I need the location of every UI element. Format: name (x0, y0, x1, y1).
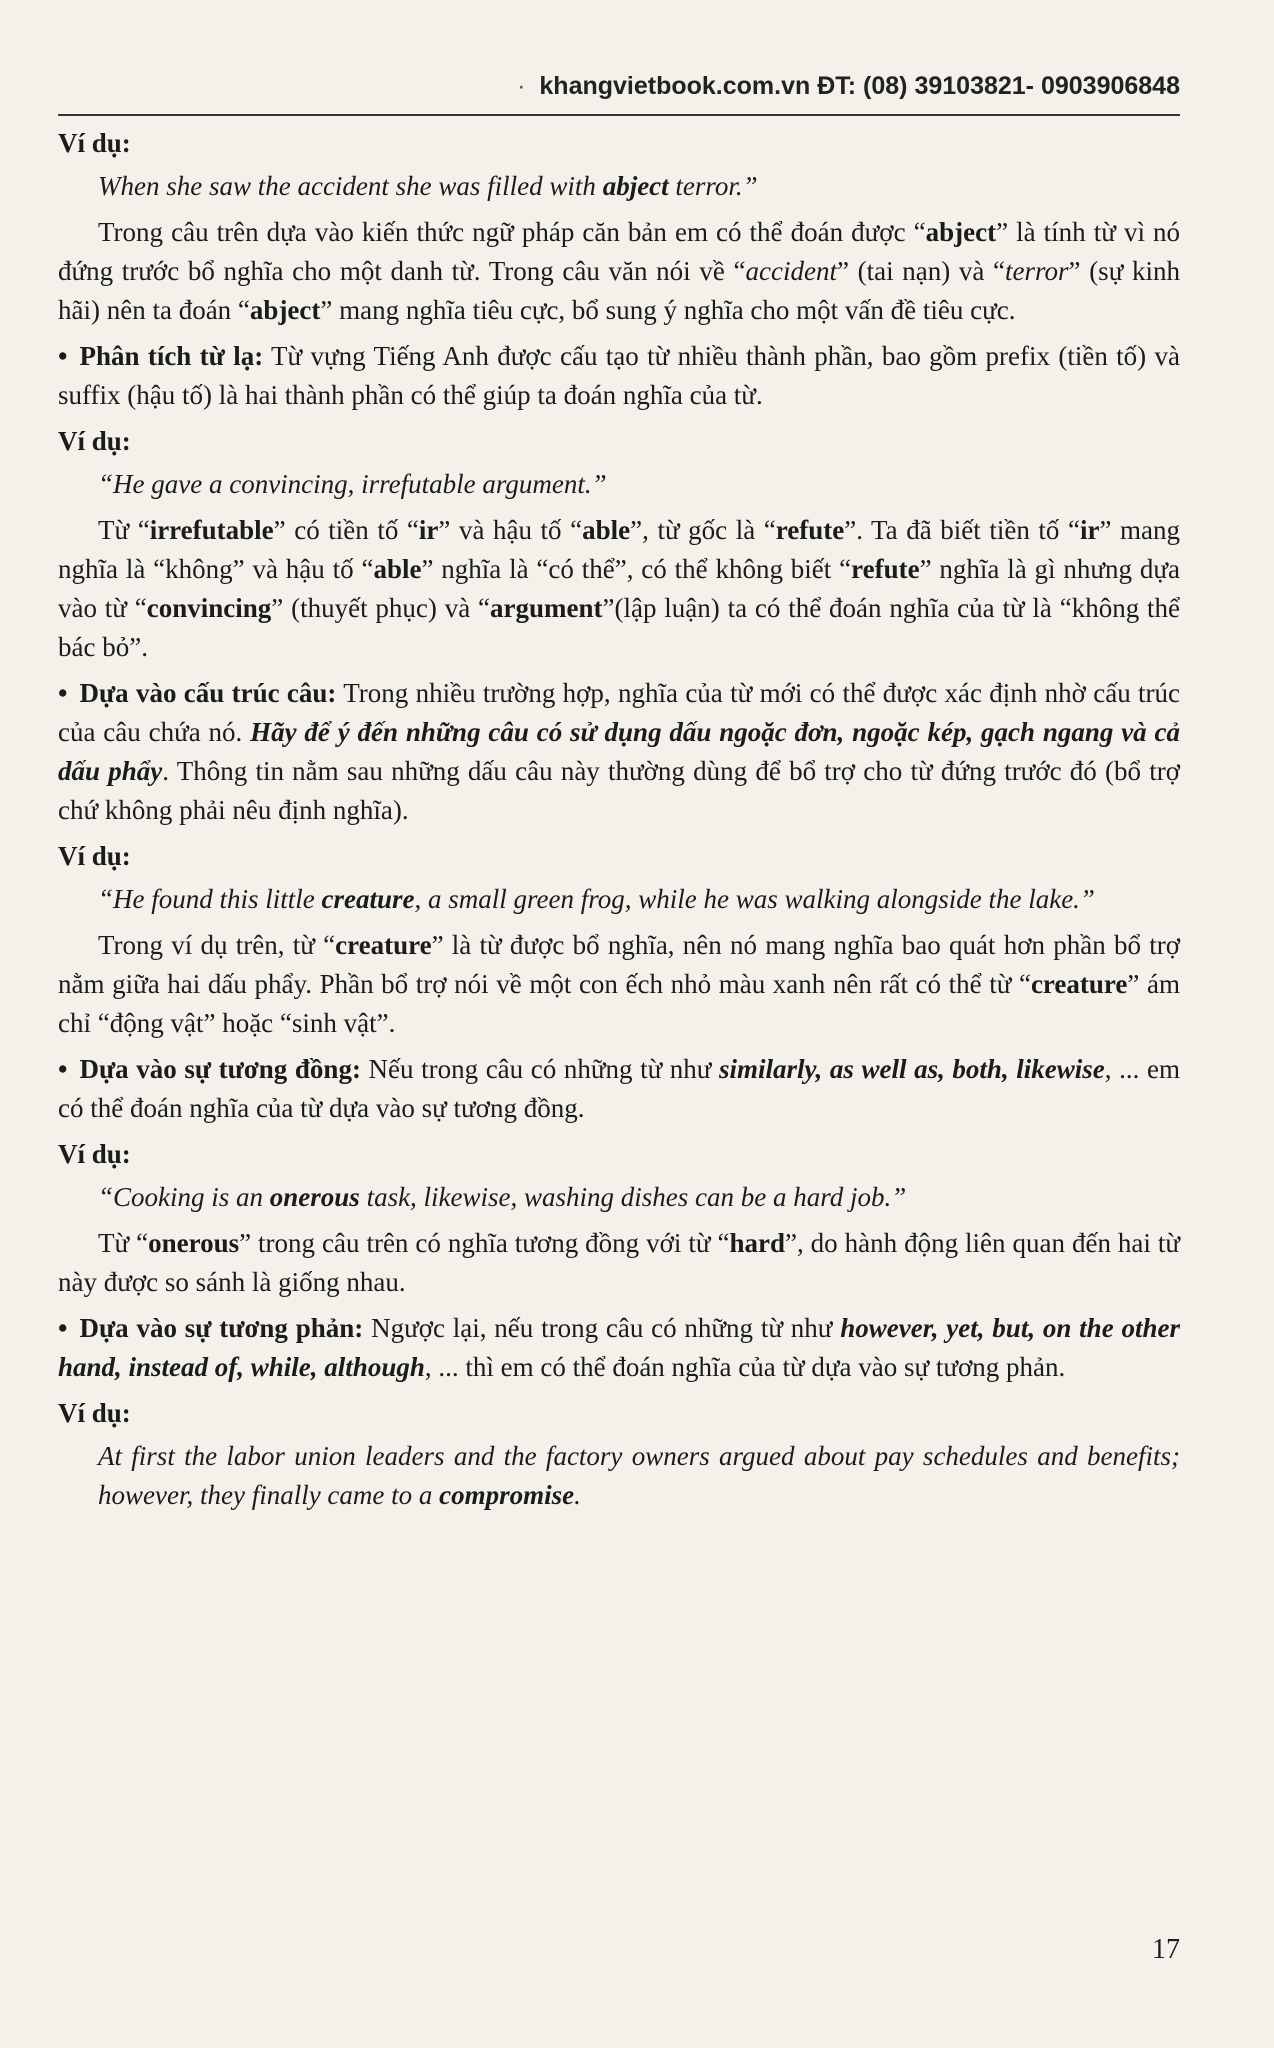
example-label: Ví dụ: (58, 841, 131, 871)
text-run: Trong câu trên dựa vào kiến thức ngữ pháp căn bản em có thể đoán được “ (98, 217, 926, 247)
text-run: ” là từ được bổ nghĩa, nên nó mang nghĩa bao quát hơn phần bổ trợ nằm giữa hai dấu phẩy. Phần bổ trợ nói về một con ếch nhỏ màu xanh nên rất có thể từ “ (58, 930, 1180, 999)
document-page (58, 62, 1180, 2022)
keyword: hard (729, 1228, 785, 1258)
text-run: Trong ví dụ trên, từ “ (98, 930, 336, 960)
bullet-icon: • (58, 1054, 68, 1084)
explanation-paragraph (58, 511, 1180, 667)
keyword: irrefutable (149, 515, 274, 545)
text-run: ”. Ta đã biết tiền tố “ (844, 515, 1080, 545)
bullet-title: Dựa vào sự tương đồng: (79, 1054, 361, 1084)
keyword: ir (418, 515, 439, 545)
text-run: ” ám chỉ “động vật” hoặc “sinh vật”. (58, 969, 1180, 1038)
keyword: refute (775, 515, 845, 545)
example-text: When she saw the accident she was filled with (98, 171, 603, 201)
example-label: Ví dụ: (58, 1139, 131, 1169)
bullet-text: Từ vựng Tiếng Anh được cấu tạo từ nhiều thành phần, bao gồm prefix (tiền tố) và suffix (hậu tố) là hai thành phần có thể giúp ta đoán nghĩa của từ. (58, 341, 1180, 410)
example-keyword: creature (321, 884, 415, 914)
bullet-text: , ... em có thể đoán nghĩa của từ dựa vào sự tương đồng. (58, 1054, 1180, 1123)
header-website-phone: khangvietbook.com.vn ĐT: (08) 39103821- 0903906848 (539, 72, 1180, 100)
explanation-paragraph (58, 213, 1180, 330)
explanation-paragraph (58, 926, 1180, 1043)
example-sentence (58, 880, 1180, 919)
text-run: ” nghĩa là “có thể”, có thể không biết “ (421, 554, 852, 584)
text-run: ”, do hành động liên quan đến hai từ này được so sánh là giống nhau. (58, 1228, 1180, 1297)
keyword: creature (1030, 969, 1128, 999)
text-run: ” trong câu trên có nghĩa tương đồng với từ “ (239, 1228, 730, 1258)
text-run: ”, từ gốc là “ (630, 515, 776, 545)
bullet-item-similarity (58, 1050, 1180, 1128)
header-contact (517, 72, 1180, 101)
text-run: ” (tai nạn) và “ (836, 256, 1006, 286)
example-sentence (58, 167, 1180, 206)
text-run: ” và hậu tố “ (438, 515, 583, 545)
example-text: , a small green frog, while he was walking alongside the lake.” (414, 884, 1095, 914)
keyword: refute (851, 554, 920, 584)
keyword: able (373, 554, 422, 584)
bullet-text: Nếu trong câu có những từ như (360, 1054, 720, 1084)
bullet-icon: • (58, 1313, 68, 1343)
example-label: Ví dụ: (58, 1398, 131, 1428)
example-text: terror.” (668, 171, 758, 201)
text-run: ” (thuyết phục) và “ (271, 593, 491, 623)
example-sentence: “He gave a convincing, irrefutable argument.” (98, 469, 607, 499)
example-text: “Cooking is an (98, 1182, 270, 1212)
bullet-emphasis: however, yet, but, on the other hand, instead of, while, although (58, 1313, 1180, 1382)
keyword: ir (1079, 515, 1100, 545)
bullet-title: Dựa vào cấu trúc câu: (79, 678, 337, 708)
bullet-emphasis: similarly, as well as, both, likewise (719, 1054, 1105, 1084)
example-text: . (574, 1480, 581, 1510)
example-text: “He found this little (98, 884, 322, 914)
keyword: onerous (148, 1228, 240, 1258)
page-number: 17 (1152, 1934, 1180, 1965)
keyword: convincing (146, 593, 272, 623)
keyword: abject (249, 295, 321, 325)
text-run: ” nghĩa là gì nhưng dựa vào từ “ (58, 554, 1180, 623)
bullet-text: . Thông tin nằm sau những dấu câu này thường dùng để bổ trợ cho từ đứng trước đó (bổ trợ chứ không phải nêu định nghĩa). (58, 756, 1180, 825)
header-dot: · (517, 72, 526, 100)
page-header (58, 68, 1180, 116)
example-sentence (58, 1437, 1180, 1515)
text-run: Từ “ (98, 1228, 149, 1258)
example-keyword: onerous (269, 1182, 360, 1212)
text-run: ” (sự kinh hãi) nên ta đoán “ (58, 256, 1180, 325)
bullet-item-sentence-structure (58, 674, 1180, 830)
example-sentence (58, 1178, 1180, 1217)
text-run: ” là tính từ vì nó đứng trước bổ nghĩa cho một danh từ. Trong câu văn nói về “ (58, 217, 1181, 286)
bullet-text: , ... thì em có thể đoán nghĩa của từ dựa vào sự tương phản. (424, 1352, 1066, 1382)
text-run: ” mang nghĩa tiêu cực, bổ sung ý nghĩa cho một vấn đề tiêu cực. (320, 295, 1016, 325)
text-run: Từ “ (98, 515, 150, 545)
bullet-item-word-analysis (58, 337, 1180, 415)
bullet-text: Trong nhiều trường hợp, nghĩa của từ mới có thể được xác định nhờ cấu trúc của câu chứa nó. (58, 678, 1180, 747)
bullet-title: Phân tích từ lạ: (79, 341, 264, 371)
bullet-icon: • (58, 341, 68, 371)
bullet-title: Dựa vào sự tương phản: (79, 1313, 364, 1343)
bullet-text: Ngược lại, nếu trong câu có những từ như (363, 1313, 841, 1343)
bullet-emphasis: Hãy để ý đến những câu có sử dụng dấu ngoặc đơn, ngoặc kép, gạch ngang và cả dấu phẩy (58, 717, 1180, 786)
example-text: At first the labor union leaders and the factory owners argued about pay schedules and benefits; however, they finally came to a (98, 1441, 1180, 1510)
keyword: abject (925, 217, 997, 247)
example-label: Ví dụ: (58, 426, 131, 456)
example-keyword: compromise (439, 1480, 575, 1510)
text-run: ” mang nghĩa là “không” và hậu tố “ (58, 515, 1180, 584)
keyword: creature (335, 930, 432, 960)
text-run: ”(lập luận) ta có thể đoán nghĩa của từ là “không thể bác bỏ”. (58, 593, 1181, 662)
example-label: Ví dụ: (58, 128, 131, 158)
example-keyword: abject (602, 171, 669, 201)
example-text: task, likewise, washing dishes can be a hard job.” (359, 1182, 907, 1212)
explanation-paragraph (58, 1224, 1180, 1302)
bullet-item-contrast (58, 1309, 1180, 1387)
bullet-icon: • (58, 678, 68, 708)
italic-term: terror (1005, 256, 1069, 286)
keyword: able (582, 515, 631, 545)
page-content (58, 124, 1180, 1522)
keyword: argument (490, 593, 603, 623)
italic-term: accident (745, 256, 837, 286)
text-run: ” có tiền tố “ (273, 515, 419, 545)
